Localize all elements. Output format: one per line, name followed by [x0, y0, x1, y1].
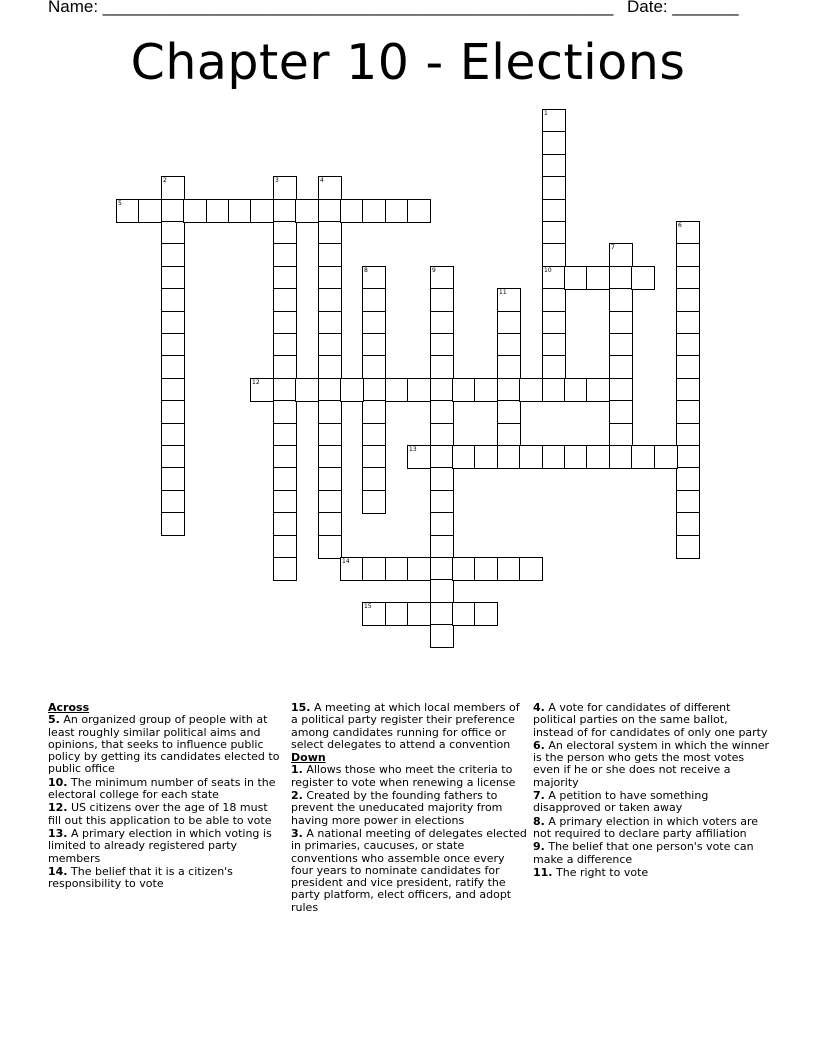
grid-cell[interactable] — [586, 445, 610, 469]
clue-across-13: 13. A primary election in which voting is limited to already registered party members — [48, 826, 272, 865]
grid-cell[interactable] — [676, 355, 700, 379]
grid-cell[interactable] — [497, 378, 521, 402]
grid-cell[interactable] — [116, 199, 140, 223]
grid-cell[interactable] — [609, 355, 633, 379]
name-field[interactable]: Name: ______________________________________________________ — [48, 0, 614, 16]
grid-cell[interactable] — [161, 355, 185, 379]
grid-cell[interactable] — [676, 423, 700, 447]
grid-cell[interactable] — [273, 423, 297, 447]
grid-cell[interactable] — [497, 423, 521, 447]
grid-cell[interactable] — [676, 512, 700, 536]
grid-cell[interactable] — [318, 512, 342, 536]
grid-cell[interactable] — [318, 355, 342, 379]
grid-cell[interactable] — [362, 333, 386, 357]
cell-number: 2 — [163, 177, 167, 184]
grid-cell[interactable] — [318, 400, 342, 424]
cell-number: 8 — [364, 267, 368, 274]
grid-cell[interactable] — [564, 266, 588, 290]
grid-cell[interactable] — [497, 288, 521, 312]
grid-cell[interactable] — [609, 378, 633, 402]
clue-column-1 — [48, 702, 284, 891]
grid-cell[interactable] — [564, 445, 588, 469]
grid-cell[interactable] — [430, 423, 454, 447]
grid-cell[interactable] — [273, 243, 297, 267]
cell-number: 12 — [252, 379, 260, 386]
grid-cell[interactable] — [430, 557, 454, 581]
grid-cell[interactable] — [430, 602, 454, 626]
grid-cell[interactable] — [318, 490, 342, 514]
grid-cell[interactable] — [318, 221, 342, 245]
grid-cell[interactable] — [542, 288, 566, 312]
grid-cell[interactable] — [676, 311, 700, 335]
grid-cell[interactable] — [497, 400, 521, 424]
grid-cell[interactable] — [138, 199, 162, 223]
grid-cell[interactable] — [161, 243, 185, 267]
grid-cell[interactable] — [542, 131, 566, 155]
grid-cell[interactable] — [362, 557, 386, 581]
grid-cell[interactable] — [273, 355, 297, 379]
grid-cell[interactable] — [273, 400, 297, 424]
down-heading: Down — [291, 751, 326, 765]
grid-cell[interactable] — [430, 378, 454, 402]
grid-cell[interactable] — [542, 378, 566, 402]
grid-cell[interactable] — [609, 243, 633, 267]
grid-cell[interactable] — [161, 311, 185, 335]
grid-cell[interactable] — [474, 445, 498, 469]
grid-cell[interactable] — [228, 199, 252, 223]
grid-cell[interactable] — [385, 602, 409, 626]
grid-cell[interactable] — [273, 288, 297, 312]
grid-cell[interactable] — [161, 378, 185, 402]
grid-cell[interactable] — [318, 445, 342, 469]
grid-cell[interactable] — [609, 400, 633, 424]
grid-cell[interactable] — [542, 333, 566, 357]
grid-cell[interactable] — [497, 557, 521, 581]
grid-cell[interactable] — [250, 199, 274, 223]
grid-cell[interactable] — [654, 445, 678, 469]
clue-across-14: 14. The belief that it is a citizen's responsibility to vote — [48, 864, 233, 891]
grid-cell[interactable] — [519, 445, 543, 469]
grid-cell[interactable] — [407, 602, 431, 626]
grid-cell[interactable] — [273, 490, 297, 514]
clue-column-2 — [291, 702, 527, 915]
grid-cell[interactable] — [273, 266, 297, 290]
grid-cell[interactable] — [407, 445, 431, 469]
grid-cell[interactable] — [340, 378, 364, 402]
cell-number: 13 — [409, 446, 417, 453]
grid-cell[interactable] — [564, 378, 588, 402]
grid-cell[interactable] — [407, 378, 431, 402]
cell-number: 6 — [678, 222, 682, 229]
grid-cell[interactable] — [430, 624, 454, 648]
grid-cell[interactable] — [273, 445, 297, 469]
grid-cell[interactable] — [340, 199, 364, 223]
clue-down-9: 9. The belief that one person's vote can make a difference — [533, 840, 754, 866]
grid-cell[interactable] — [318, 535, 342, 559]
grid-cell[interactable] — [497, 445, 521, 469]
across-heading: Across — [48, 701, 90, 714]
grid-cell[interactable] — [385, 557, 409, 581]
grid-cell[interactable] — [273, 311, 297, 335]
grid-cell[interactable] — [161, 423, 185, 447]
grid-cell[interactable] — [586, 266, 610, 290]
grid-cell[interactable] — [362, 199, 386, 223]
grid-cell[interactable] — [273, 557, 297, 581]
grid-cell[interactable] — [362, 467, 386, 491]
clue-down-4: 4. A vote for candidates of different political parties on the same ballot, instead of for candidates of only one party — [533, 701, 768, 739]
grid-cell[interactable] — [609, 445, 633, 469]
grid-cell[interactable] — [362, 378, 386, 402]
grid-cell[interactable] — [362, 266, 386, 290]
grid-cell[interactable] — [430, 266, 454, 290]
grid-cell[interactable] — [676, 535, 700, 559]
grid-cell[interactable] — [631, 445, 655, 469]
grid-cell[interactable] — [273, 535, 297, 559]
grid-cell[interactable] — [609, 423, 633, 447]
grid-cell[interactable] — [183, 199, 207, 223]
cell-number: 7 — [611, 244, 615, 251]
grid-cell[interactable] — [362, 355, 386, 379]
grid-cell[interactable] — [161, 199, 185, 223]
grid-cell[interactable] — [273, 467, 297, 491]
grid-cell[interactable] — [273, 378, 297, 402]
grid-cell[interactable] — [542, 221, 566, 245]
grid-cell[interactable] — [542, 243, 566, 267]
cell-number: 11 — [499, 289, 507, 296]
grid-cell[interactable] — [362, 602, 386, 626]
grid-cell[interactable] — [542, 445, 566, 469]
grid-cell[interactable] — [676, 490, 700, 514]
grid-cell[interactable] — [362, 445, 386, 469]
grid-cell[interactable] — [407, 557, 431, 581]
grid-cell[interactable] — [318, 311, 342, 335]
grid-cell[interactable] — [452, 445, 476, 469]
grid-cell[interactable] — [676, 467, 700, 491]
grid-cell[interactable] — [430, 355, 454, 379]
grid-cell[interactable] — [676, 288, 700, 312]
grid-cell[interactable] — [362, 490, 386, 514]
grid-cell[interactable] — [542, 355, 566, 379]
grid-cell[interactable] — [676, 378, 700, 402]
clue-down-6: 6. An electoral system in which the winner is the person who gets the most votes even if he or she does not receive a majority — [533, 738, 769, 789]
grid-cell[interactable] — [318, 243, 342, 267]
grid-cell[interactable] — [206, 199, 230, 223]
header — [0, 0, 816, 20]
grid-cell[interactable] — [631, 266, 655, 290]
grid-cell[interactable] — [430, 467, 454, 491]
grid-cell[interactable] — [385, 378, 409, 402]
grid-cell[interactable] — [676, 266, 700, 290]
grid-cell[interactable] — [273, 333, 297, 357]
grid-cell[interactable] — [497, 355, 521, 379]
grid-cell[interactable] — [609, 288, 633, 312]
grid-cell[interactable] — [474, 378, 498, 402]
grid-cell[interactable] — [430, 579, 454, 603]
grid-cell[interactable] — [161, 176, 185, 200]
grid-cell[interactable] — [161, 490, 185, 514]
grid-cell[interactable] — [452, 602, 476, 626]
grid-cell[interactable] — [542, 109, 566, 133]
grid-cell[interactable] — [676, 221, 700, 245]
grid-cell[interactable] — [295, 378, 319, 402]
grid-cell[interactable] — [542, 176, 566, 200]
grid-cell[interactable] — [318, 199, 342, 223]
grid-cell[interactable] — [340, 557, 364, 581]
grid-cell[interactable] — [609, 311, 633, 335]
grid-cell[interactable] — [362, 311, 386, 335]
grid-cell[interactable] — [161, 288, 185, 312]
clue-column-3 — [533, 702, 769, 880]
cell-number: 1 — [544, 110, 548, 117]
grid-cell[interactable] — [430, 311, 454, 335]
grid-cell[interactable] — [497, 333, 521, 357]
clue-down-11: 11. The right to vote — [533, 865, 649, 879]
grid-cell[interactable] — [161, 221, 185, 245]
grid-cell[interactable] — [676, 400, 700, 424]
grid-cell[interactable] — [586, 378, 610, 402]
grid-cell[interactable] — [497, 311, 521, 335]
clue-down-2: 2. Created by the founding fathers to prevent the uneducated majority from having more power in elections — [291, 789, 503, 827]
grid-cell[interactable] — [273, 221, 297, 245]
grid-cell[interactable] — [474, 602, 498, 626]
grid-cell[interactable] — [161, 445, 185, 469]
clue-across-12: 12. US citizens over the age of 18 must fill out this application to be able to vote — [48, 801, 272, 827]
grid-cell[interactable] — [452, 378, 476, 402]
grid-cell[interactable] — [430, 333, 454, 357]
grid-cell[interactable] — [474, 557, 498, 581]
grid-cell[interactable] — [318, 333, 342, 357]
cell-number: 14 — [342, 558, 350, 565]
grid-cell[interactable] — [161, 333, 185, 357]
clue-down-3: 3. A national meeting of delegates elected in primaries, caucuses, or state conventions who assemble once every four years to nominate candidates for president and vice president, ratify the party platform, elect officers, and adopt rules — [291, 826, 527, 914]
cell-number: 5 — [118, 200, 122, 207]
grid-cell[interactable] — [430, 445, 454, 469]
grid-cell[interactable] — [362, 423, 386, 447]
grid-cell[interactable] — [542, 266, 566, 290]
grid-cell[interactable] — [430, 288, 454, 312]
grid-cell[interactable] — [430, 535, 454, 559]
clue-down-8: 8. A primary election in which voters are not required to declare party affiliation — [533, 814, 759, 840]
grid-cell[interactable] — [542, 199, 566, 223]
grid-cell[interactable] — [161, 400, 185, 424]
grid-cell[interactable] — [609, 333, 633, 357]
grid-cell[interactable] — [542, 311, 566, 335]
grid-cell[interactable] — [542, 154, 566, 178]
grid-cell[interactable] — [318, 467, 342, 491]
grid-cell[interactable] — [161, 266, 185, 290]
grid-cell[interactable] — [318, 176, 342, 200]
grid-cell[interactable] — [318, 378, 342, 402]
page-title: Chapter 10 - Elections — [130, 34, 686, 91]
grid-cell[interactable] — [519, 557, 543, 581]
grid-cell[interactable] — [430, 512, 454, 536]
grid-cell[interactable] — [250, 378, 274, 402]
grid-cell[interactable] — [318, 423, 342, 447]
grid-cell[interactable] — [452, 557, 476, 581]
grid-cell[interactable] — [407, 199, 431, 223]
clue-down-1: 1. Allows those who meet the criteria to register to vote when renewing a license — [291, 763, 516, 789]
grid-cell[interactable] — [273, 176, 297, 200]
grid-cell[interactable] — [385, 199, 409, 223]
grid-cell[interactable] — [161, 467, 185, 491]
grid-cell[interactable] — [362, 400, 386, 424]
grid-cell[interactable] — [161, 512, 185, 536]
clue-down-7: 7. A petition to have something disapproved or taken away — [533, 789, 709, 815]
grid-cell[interactable] — [318, 266, 342, 290]
grid-cell[interactable] — [609, 266, 633, 290]
grid-cell[interactable] — [519, 378, 543, 402]
cell-number: 10 — [544, 267, 552, 274]
cell-number: 15 — [364, 603, 372, 610]
clue-across-5: 5. An organized group of people with at least roughly similar political aims and opinions, that seeks to influence public policy by getting its candidates elected to public office — [48, 713, 280, 776]
date-field[interactable]: Date: _______ — [627, 0, 739, 16]
grid-cell[interactable] — [676, 243, 700, 267]
grid-cell[interactable] — [273, 512, 297, 536]
grid-cell[interactable] — [430, 490, 454, 514]
cell-number: 3 — [275, 177, 279, 184]
grid-cell[interactable] — [362, 288, 386, 312]
grid-cell[interactable] — [676, 445, 700, 469]
grid-cell[interactable] — [273, 199, 297, 223]
clue-across-10: 10. The minimum number of seats in the electoral college for each state — [48, 775, 276, 802]
grid-cell[interactable] — [430, 400, 454, 424]
cell-number: 4 — [320, 177, 324, 184]
grid-cell[interactable] — [676, 333, 700, 357]
clue-across-15: 15. A meeting at which local members of a political party register their preference among candidates running for office or select delegates to attend a convention — [291, 701, 520, 751]
grid-cell[interactable] — [295, 199, 319, 223]
grid-cell[interactable] — [318, 288, 342, 312]
cell-number: 9 — [432, 267, 436, 274]
